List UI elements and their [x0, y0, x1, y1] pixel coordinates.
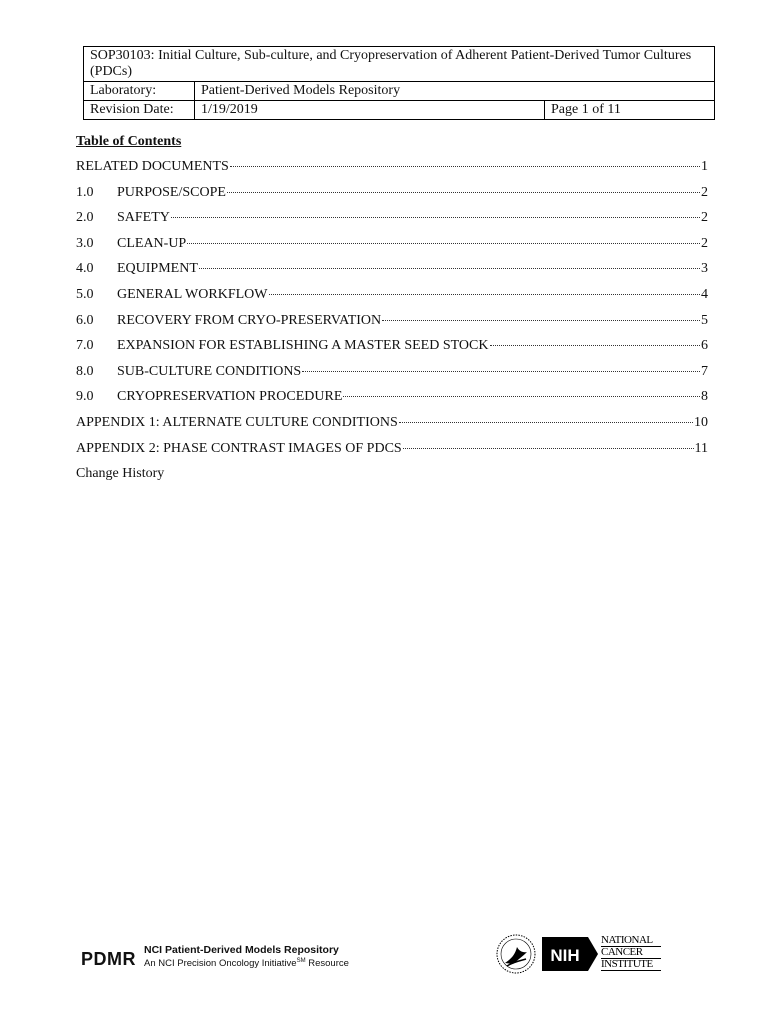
toc-entry-page: 2 — [701, 184, 708, 200]
toc-entry-general-workflow[interactable] — [76, 287, 708, 313]
toc-entry-number: 1.0 — [76, 184, 94, 200]
document-title: SOP30103: Initial Culture, Sub-culture, and Cryopreservation of Adherent Patient-Derived Tumor Cultures (PDCs) — [84, 47, 715, 82]
toc-entry-label: SAFETY — [117, 210, 170, 226]
footer-text — [144, 944, 349, 969]
toc-entry-page: 11 — [694, 440, 708, 456]
toc-entry-purpose-scope[interactable] — [76, 185, 708, 211]
header-laboratory-row — [84, 82, 715, 101]
toc-entry-related-documents[interactable] — [76, 159, 708, 185]
toc-entry-label: APPENDIX 2: PHASE CONTRAST IMAGES OF PDCS — [76, 440, 402, 456]
toc-dot-leader — [490, 345, 701, 346]
revision-label: Revision Date: — [84, 101, 195, 120]
laboratory-value: Patient-Derived Models Repository — [195, 82, 715, 101]
toc-entry-label: EXPANSION FOR ESTABLISHING A MASTER SEED STOCK — [117, 338, 489, 354]
revision-date: 1/19/2019 — [195, 101, 545, 120]
toc-entry-label: APPENDIX 1: ALTERNATE CULTURE CONDITIONS — [76, 414, 398, 430]
toc-entry-number: 4.0 — [76, 261, 94, 277]
toc-entry-label: EQUIPMENT — [117, 261, 198, 277]
footer-initiative-text: An NCI Precision Oncology Initiative — [144, 958, 297, 970]
toc-dot-leader — [302, 371, 700, 372]
hhs-seal-icon — [495, 933, 537, 975]
toc-entry-label: CRYOPRESERVATION PROCEDURE — [117, 389, 343, 405]
toc-dot-leader — [171, 217, 700, 218]
toc-entry-page: 1 — [701, 159, 708, 174]
toc-entry-page: 3 — [701, 261, 708, 277]
nci-logo-line: CANCER — [601, 947, 661, 959]
table-of-contents — [76, 159, 708, 492]
footer-resource-text: Resource — [305, 958, 349, 970]
toc-entry-number: 5.0 — [76, 286, 94, 302]
footer-repository-name: NCI Patient-Derived Models Repository — [144, 943, 339, 956]
toc-dot-leader — [269, 294, 701, 295]
page-number: Page 1 of 11 — [545, 101, 715, 120]
toc-title: Table of Contents — [76, 134, 182, 149]
toc-dot-leader — [227, 192, 700, 193]
toc-entry-label: SUB-CULTURE CONDITIONS — [117, 363, 302, 379]
toc-entry-page: 10 — [694, 414, 708, 430]
nih-logo-text: NIH — [550, 946, 580, 965]
toc-entry-label: RELATED DOCUMENTS — [76, 159, 229, 174]
toc-entry-safety[interactable] — [76, 210, 708, 236]
toc-entry-page: 7 — [701, 363, 708, 379]
nci-logo-line: INSTITUTE — [601, 959, 661, 971]
toc-entry-number: 9.0 — [76, 389, 94, 405]
toc-dot-leader — [399, 422, 693, 423]
toc-entry-label: GENERAL WORKFLOW — [117, 286, 268, 302]
toc-dot-leader — [199, 268, 700, 269]
toc-entry-change-history[interactable] — [76, 466, 708, 492]
header-revision-row — [84, 101, 715, 120]
toc-dot-leader — [187, 243, 700, 244]
toc-entry-label: RECOVERY FROM CRYO-PRESERVATION — [117, 312, 382, 328]
footer-initiative-line — [144, 958, 349, 969]
laboratory-label: Laboratory: — [84, 82, 195, 101]
toc-entry-equipment[interactable] — [76, 261, 708, 287]
toc-dot-leader — [343, 396, 700, 397]
toc-entry-expansion[interactable] — [76, 338, 708, 364]
toc-entry-label: CLEAN-UP — [117, 235, 187, 251]
nci-logo-icon — [601, 935, 661, 971]
toc-entry-label: PURPOSE/SCOPE — [117, 184, 226, 200]
toc-entry-number: 7.0 — [76, 338, 94, 354]
nih-logo-icon — [542, 935, 598, 973]
toc-entry-clean-up[interactable] — [76, 236, 708, 262]
toc-entry-page: 5 — [701, 312, 708, 328]
toc-entry-page: 2 — [701, 210, 708, 226]
footer-service-mark: SM — [296, 957, 306, 964]
footer-brand — [81, 943, 349, 970]
toc-entry-page: 4 — [701, 286, 708, 302]
toc-entry-page: 6 — [701, 338, 708, 354]
toc-entry-recovery[interactable] — [76, 313, 708, 339]
toc-entry-page: 8 — [701, 389, 708, 405]
toc-entry-sub-culture[interactable] — [76, 364, 708, 390]
toc-entry-page: 2 — [701, 235, 708, 251]
toc-dot-leader — [382, 320, 700, 321]
toc-entry-appendix-2[interactable] — [76, 441, 708, 467]
toc-entry-cryopreservation[interactable] — [76, 389, 708, 415]
document-header-table — [83, 46, 715, 120]
pdmr-logo: PDMR — [81, 949, 136, 969]
toc-entry-label: Change History — [76, 466, 165, 482]
toc-entry-number: 2.0 — [76, 210, 94, 226]
toc-entry-number: 8.0 — [76, 363, 94, 379]
nci-logo-line: NATIONAL — [601, 935, 661, 947]
toc-entry-number: 6.0 — [76, 312, 94, 328]
toc-entry-appendix-1[interactable] — [76, 415, 708, 441]
toc-dot-leader — [230, 166, 700, 167]
toc-dot-leader — [403, 448, 694, 449]
header-title-row — [84, 47, 715, 82]
toc-entry-number: 3.0 — [76, 235, 94, 251]
